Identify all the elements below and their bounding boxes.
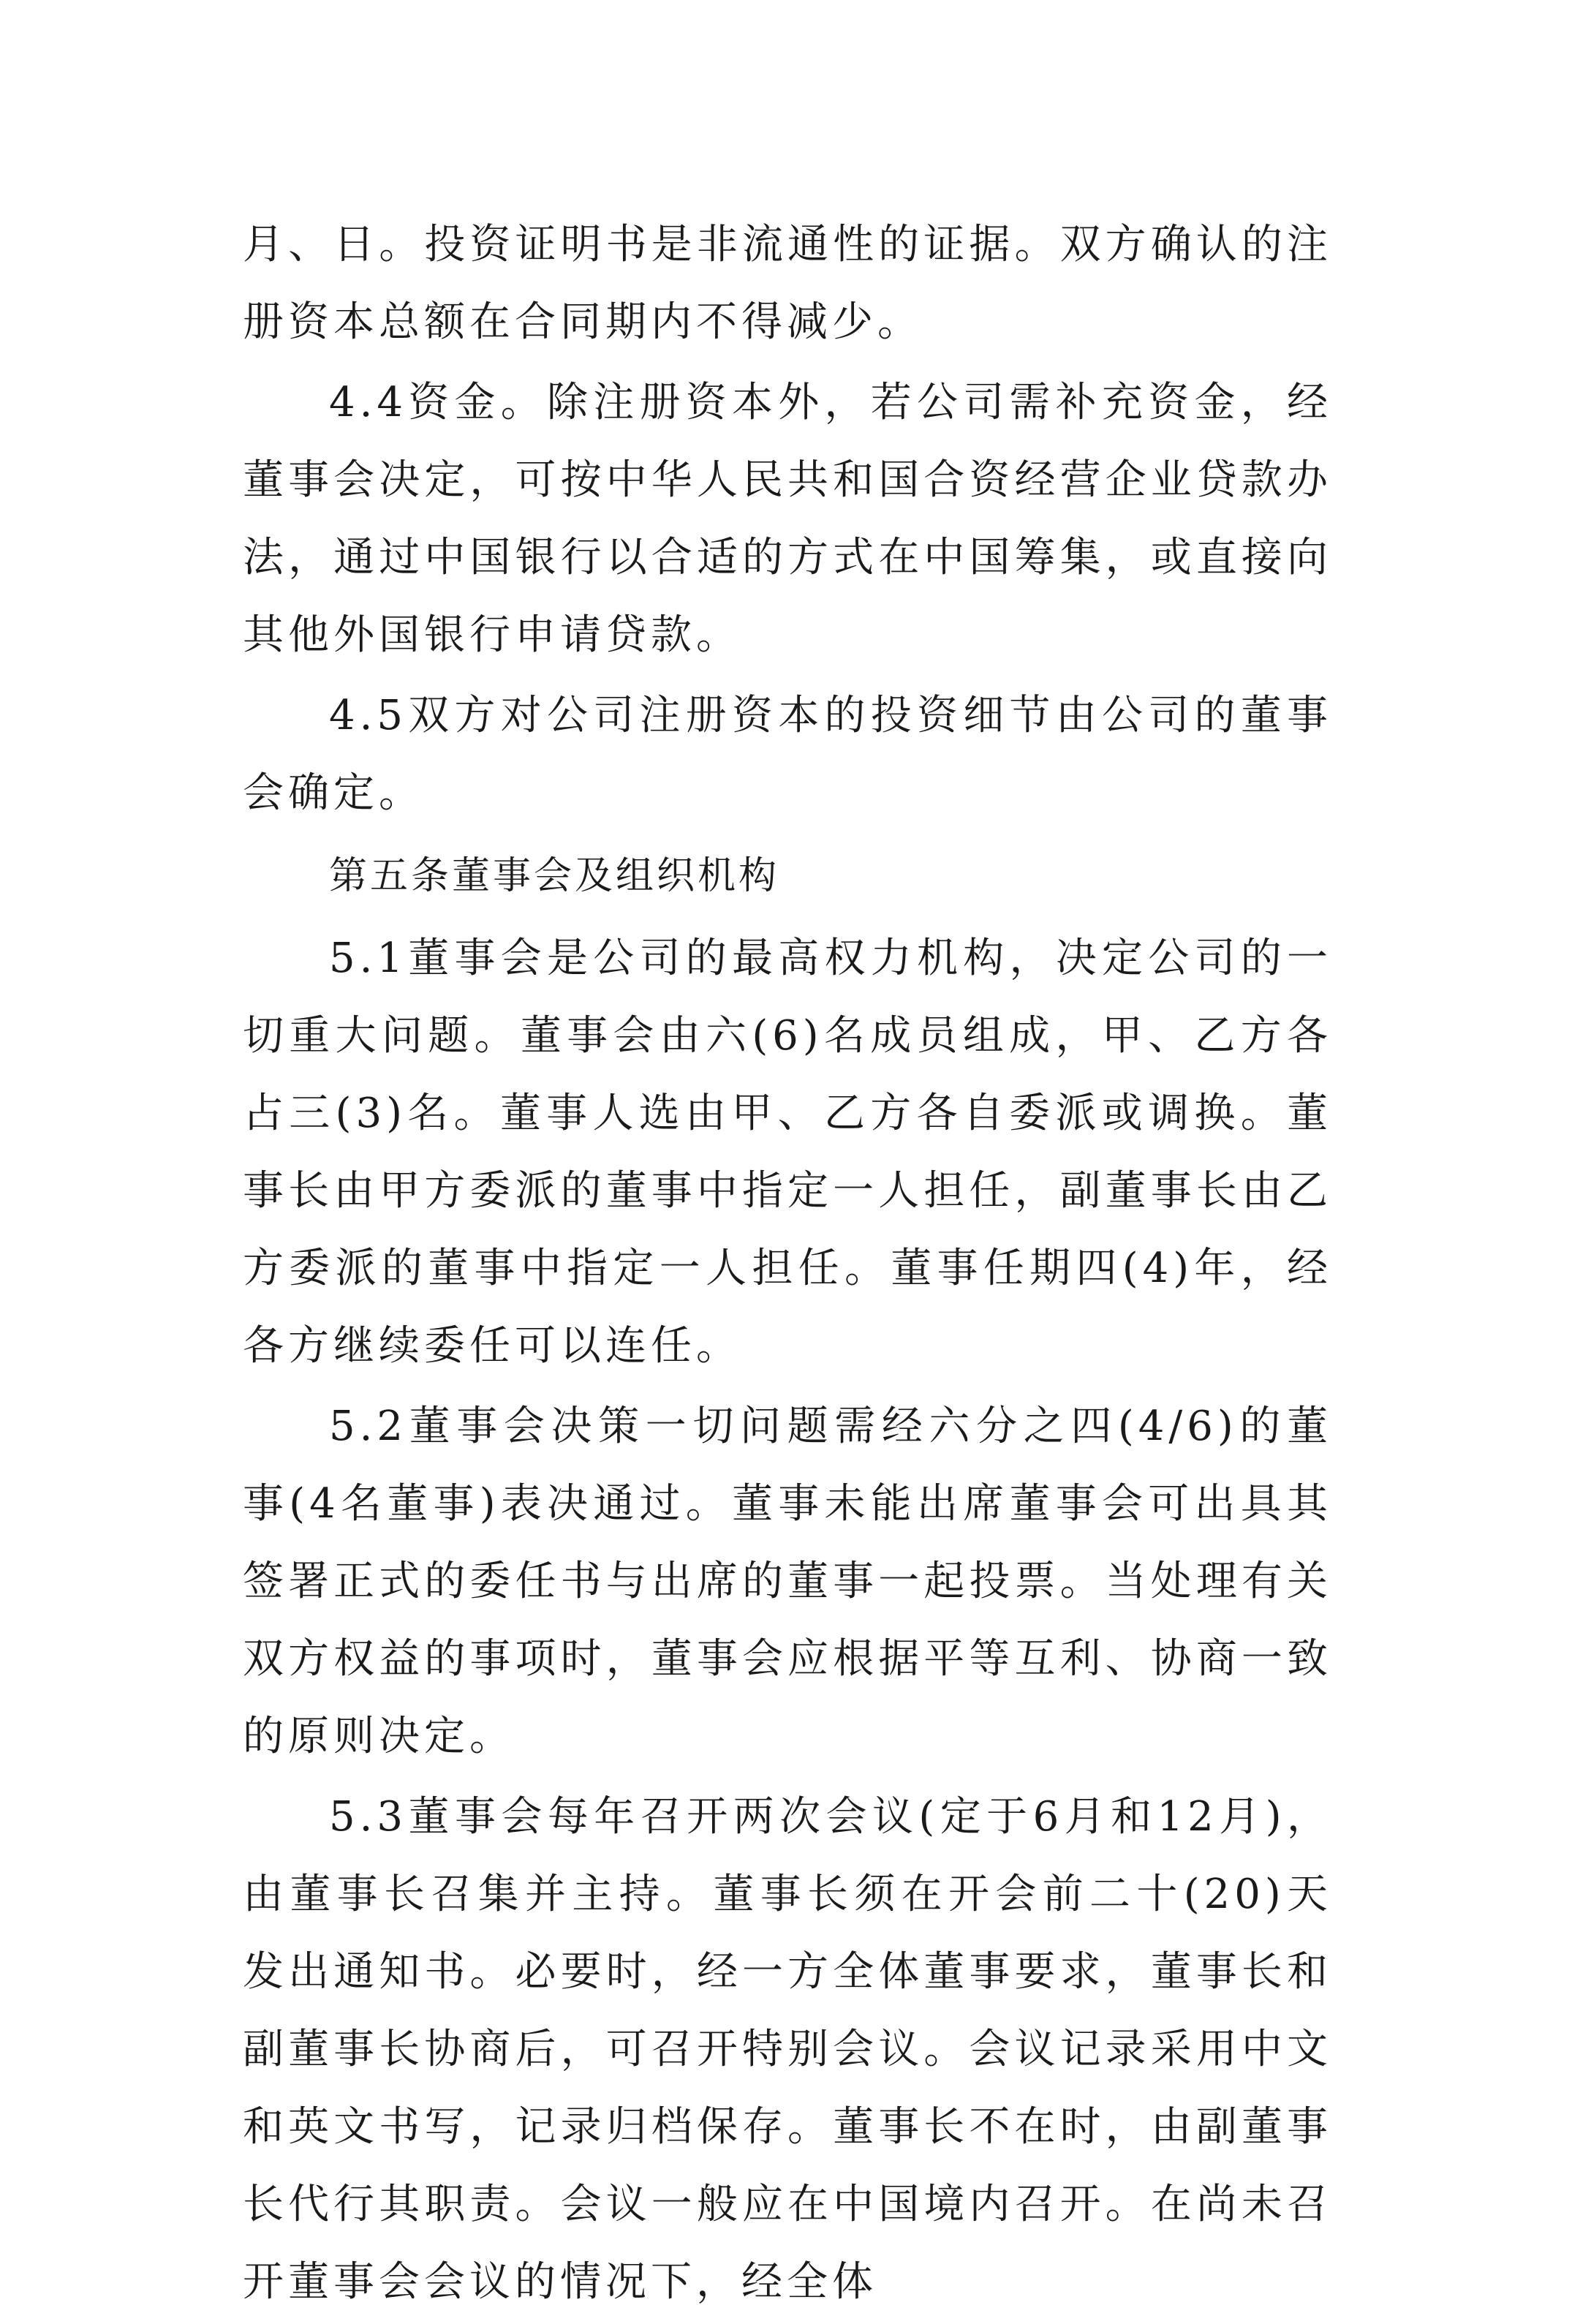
paragraph-4-4-funds: 4.4资金。除注册资本外，若公司需补充资金，经董事会决定，可按中华人民共和国合资经营企业贷款办法，通过中国银行以合适的方式在中国筹集，或直接向其他外国银行申请贷款。 <box>243 379 1332 659</box>
document-body <box>243 206 1332 2324</box>
section-heading-article-5: 第五条董事会及组织机构 <box>329 854 780 898</box>
paragraph-5-2-voting: 5.2董事会决策一切问题需经六分之四(4/6)的董事(4名董事)表决通过。董事未能出席董事会可出具其签署正式的委任书与出席的董事一起投票。当处理有关双方权益的事项时，董事会应根据平等互利、协商一致的原则决定。 <box>243 1403 1332 1760</box>
paragraph-5-1-board: 5.1董事会是公司的最高权力机构，决定公司的一切重大问题。董事会由六(6)名成员组成，甲、乙方各占三(3)名。董事人选由甲、乙方各自委派或调换。董事长由甲方委派的董事中指定一人担任，副董事长由乙方委派的董事中指定一人担任。董事任期四(4)年，经各方继续委任可以连任。 <box>243 935 1332 1370</box>
paragraph-4-5-investment-details: 4.5双方对公司注册资本的投资细节由公司的董事会确定。 <box>243 692 1332 817</box>
paragraph-investment-certificate: 月、日。投资证明书是非流通性的证据。双方确认的注册资本总额在合同期内不得减少。 <box>243 221 1332 346</box>
paragraph-5-3-meetings: 5.3董事会每年召开两次会议(定于6月和12月)，由董事长召集并主持。董事长须在开会前二十(20)天发出通知书。必要时，经一方全体董事要求，董事长和副董事长协商后，可召开特别会议。会议记录采用中文和英文书写，记录归档保存。董事长不在时，由副董事长代行其职责。会议一般应在中国境内召开。在尚未召开董事会会议的情况下，经全体 <box>243 1793 1332 2306</box>
